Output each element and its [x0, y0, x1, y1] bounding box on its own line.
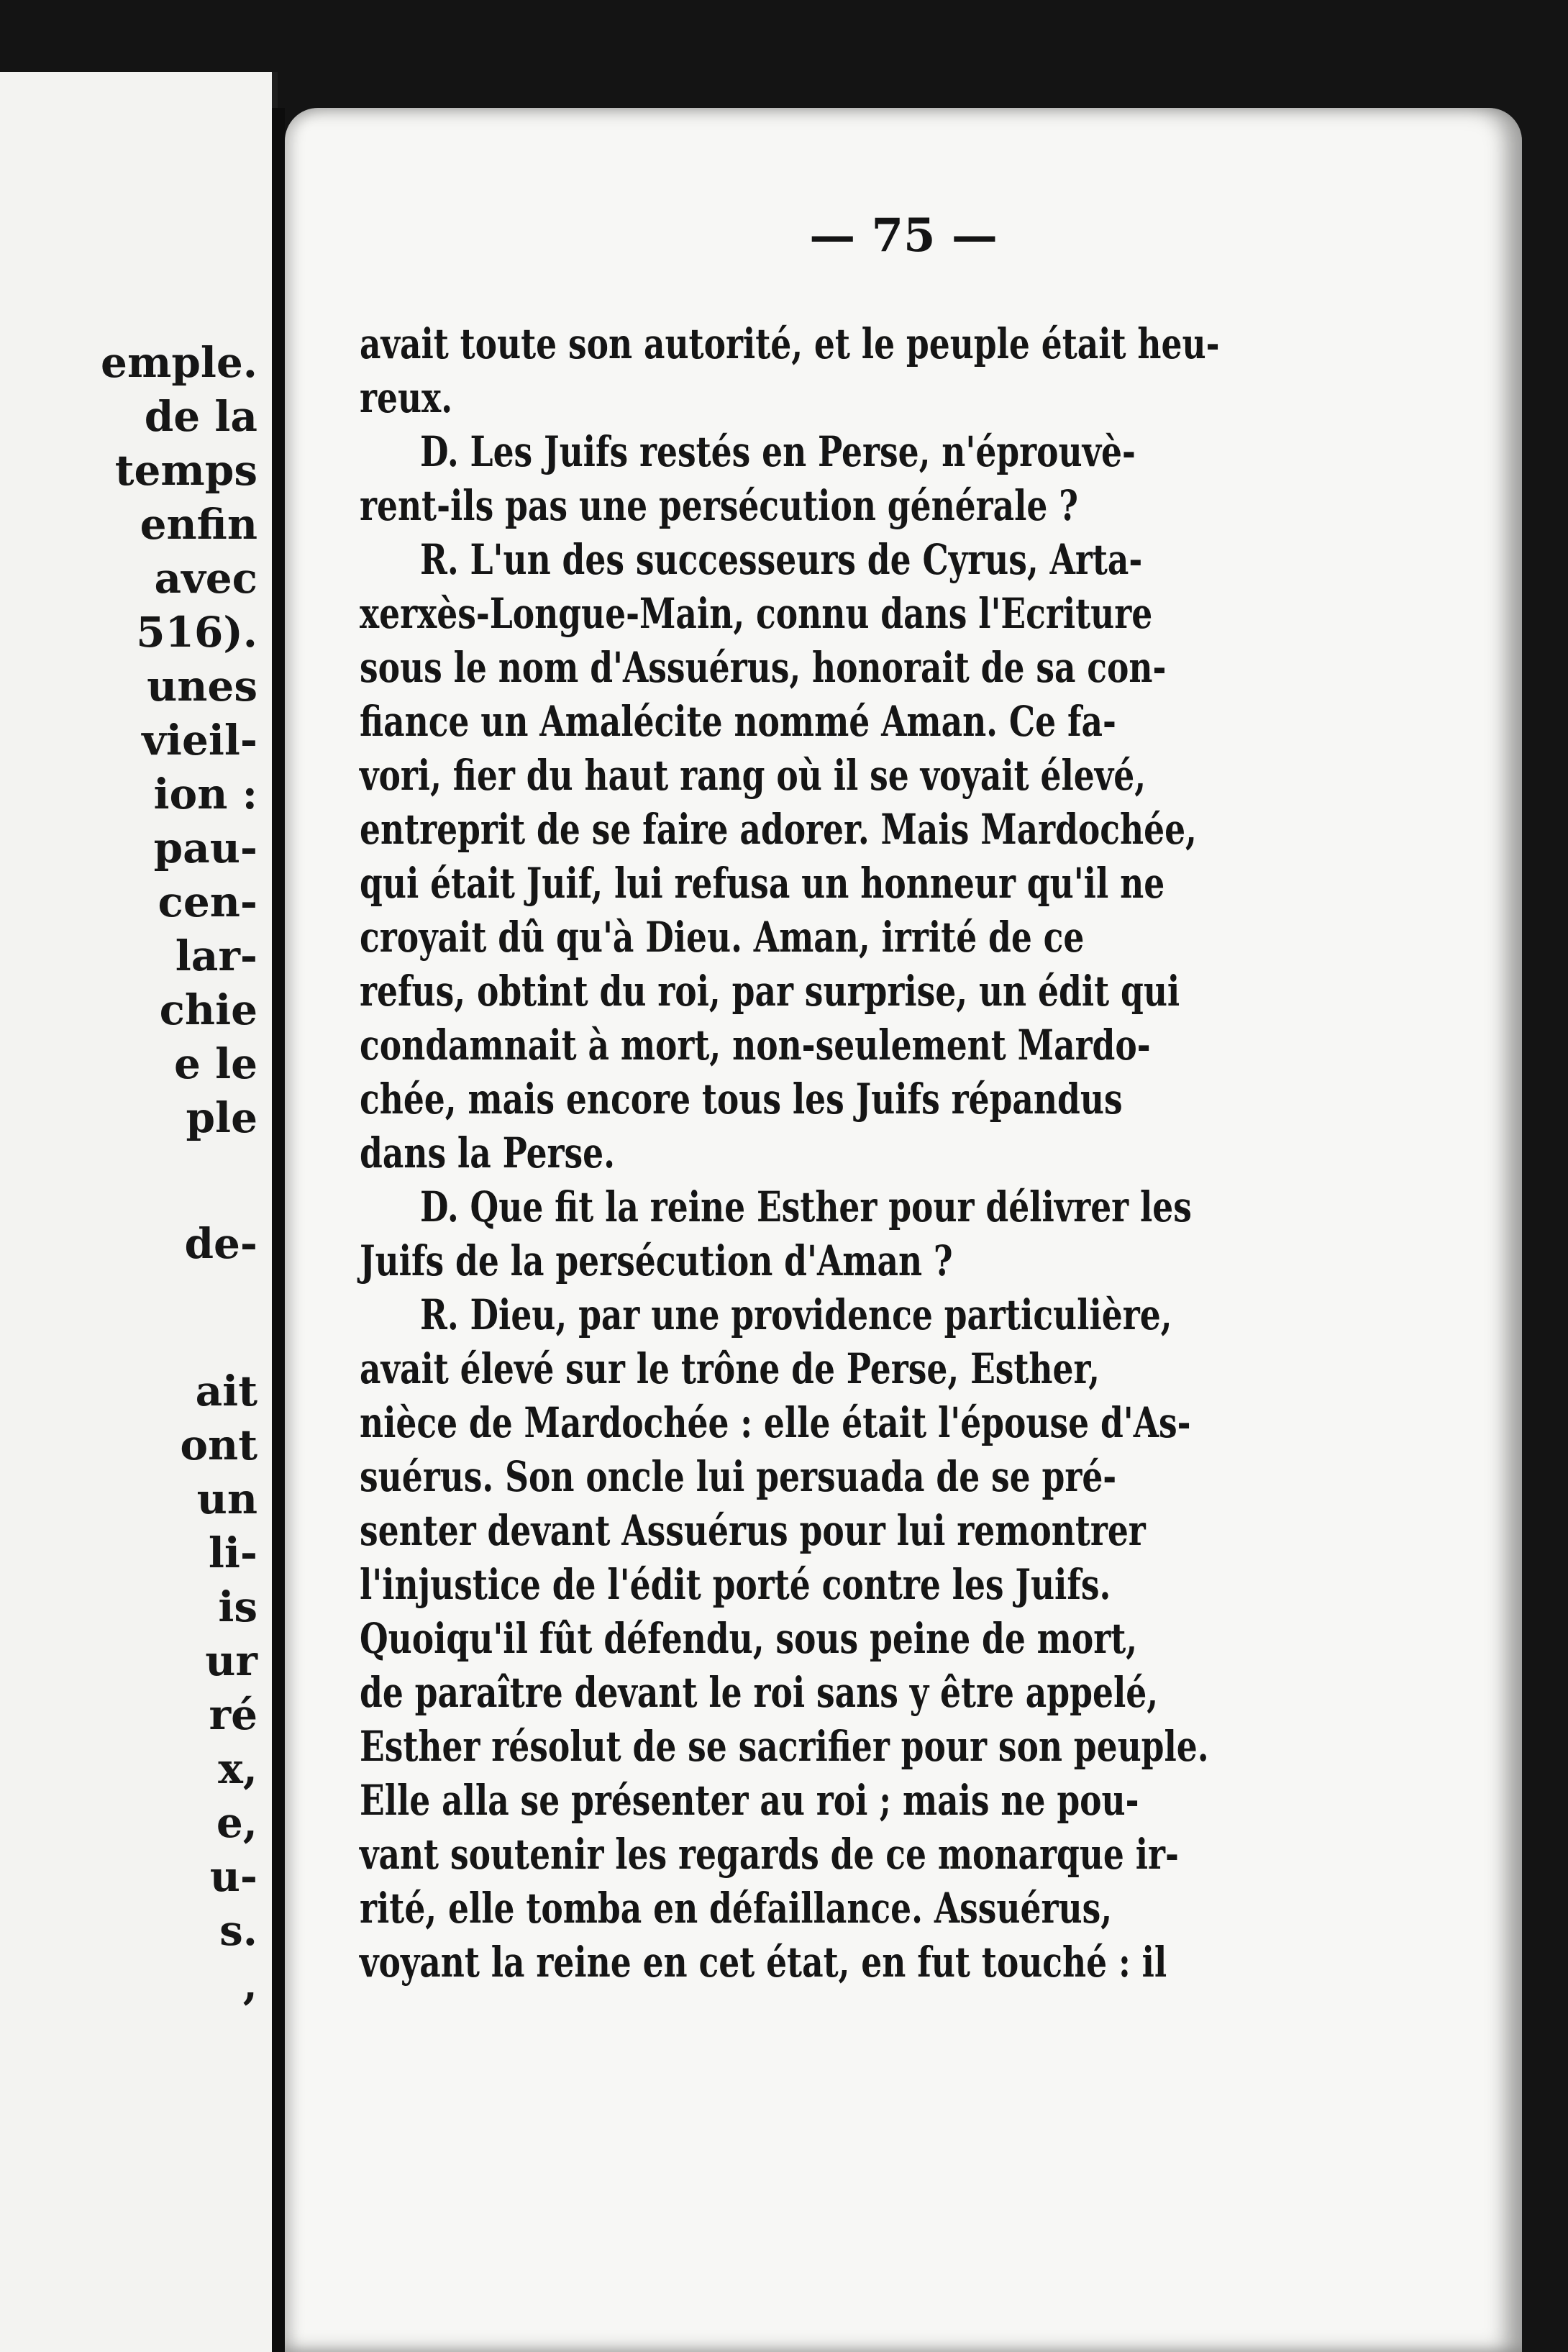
text-line: D. Que fit la reine Esther pour délivrer les: [420, 1182, 1192, 1231]
text-line: de paraître devant le roi sans y être appelé,: [360, 1668, 1159, 1717]
text-line: R. Dieu, par une providence particulière,: [420, 1290, 1172, 1339]
text-line: vori, fier du haut rang où il se voyait élevé,: [360, 751, 1147, 800]
text-line: croyait dû qu'à Dieu. Aman, irrité de ce: [360, 913, 1085, 962]
left-page-fragment: s.: [219, 1906, 257, 1955]
text-line: condamnait à mort, non-seulement Mardo-: [360, 1021, 1151, 1070]
left-page-fragment: ion :: [153, 770, 257, 819]
page-number: — 75 —: [809, 209, 998, 263]
left-page-fragment: is: [218, 1582, 257, 1631]
text-line: reux.: [360, 373, 453, 422]
left-page-fragment: 516).: [136, 608, 257, 657]
text-line: xerxès-Longue-Main, connu dans l'Ecriture: [360, 589, 1153, 638]
book-spine: [272, 108, 285, 2352]
left-page-fragment: avec: [154, 554, 257, 603]
left-page-fragment: li-: [208, 1528, 257, 1577]
text-line: dans la Perse.: [360, 1129, 615, 1177]
left-page-fragment: ré: [209, 1690, 257, 1739]
text-line: l'injustice de l'édit porté contre les Juifs.: [360, 1560, 1111, 1609]
left-page-fragment: enfin: [140, 500, 257, 549]
text-line: Quoiqu'il fût défendu, sous peine de mort,: [360, 1614, 1138, 1663]
text-line: voyant la reine en cet état, en fut touché : il: [360, 1938, 1167, 1987]
text-line: D. Les Juifs restés en Perse, n'éprouvè-: [420, 427, 1136, 476]
text-line: vant soutenir les regards de ce monarque ir-: [360, 1830, 1179, 1879]
text-line: Elle alla se présenter au roi ; mais ne pou-: [360, 1776, 1139, 1825]
text-line: sous le nom d'Assuérus, honorait de sa con-: [360, 643, 1167, 692]
text-line: senter devant Assuérus pour lui remontrer: [360, 1506, 1146, 1555]
left-page-fragment: vieil-: [142, 716, 257, 765]
left-page-fragment: e,: [216, 1798, 257, 1847]
left-page-fragment: ,: [242, 1960, 257, 2009]
left-page-fragment: ur: [205, 1636, 257, 1685]
left-page-fragment: un: [196, 1474, 257, 1523]
text-line: suérus. Son oncle lui persuada de se pré-: [360, 1452, 1117, 1501]
left-page-fragment: ple: [186, 1093, 257, 1142]
left-page-fragment: pau-: [153, 824, 257, 872]
left-page-fragment: chie: [159, 985, 257, 1034]
text-line: nièce de Mardochée : elle était l'épouse d'As-: [360, 1398, 1191, 1447]
text-line: qui était Juif, lui refusa un honneur qu'il ne: [360, 859, 1165, 908]
left-page-fragment: lar-: [175, 931, 257, 980]
text-line: avait élevé sur le trône de Perse, Esther,: [360, 1344, 1100, 1393]
left-page-fragment: temps: [114, 446, 257, 495]
left-page-fragment: u-: [209, 1852, 257, 1901]
text-line: Juifs de la persécution d'Aman ?: [360, 1236, 953, 1285]
left-page-fragment: x,: [218, 1744, 257, 1793]
text-line: Esther résolut de se sacrifier pour son peuple.: [360, 1722, 1209, 1771]
text-line: entreprit de se faire adorer. Mais Mardochée,: [360, 805, 1197, 854]
text-line: rité, elle tomba en défaillance. Assuérus,: [360, 1884, 1113, 1933]
text-line: rent-ils pas une persécution générale ?: [360, 481, 1078, 530]
left-page-fragment: de la: [144, 392, 257, 441]
text-line: chée, mais encore tous les Juifs répandus: [360, 1075, 1123, 1123]
left-page-fragment: e le: [173, 1039, 257, 1088]
left-page-fragment: ont: [180, 1421, 257, 1469]
text-line: refus, obtint du roi, par surprise, un édit qui: [360, 967, 1180, 1016]
right-page: [285, 108, 1522, 2352]
left-page-fragment: emple.: [101, 338, 257, 387]
left-page-fragment: cen-: [158, 878, 257, 926]
text-line: R. L'un des successeurs de Cyrus, Arta-: [420, 535, 1143, 584]
left-page-fragment: unes: [147, 662, 257, 711]
left-page: [0, 72, 278, 2352]
left-page-fragment: ait: [195, 1367, 257, 1416]
left-page-fragment: de-: [184, 1219, 257, 1268]
text-line: fiance un Amalécite nommé Aman. Ce fa-: [360, 697, 1116, 746]
text-line: avait toute son autorité, et le peuple était heu-: [360, 319, 1220, 368]
